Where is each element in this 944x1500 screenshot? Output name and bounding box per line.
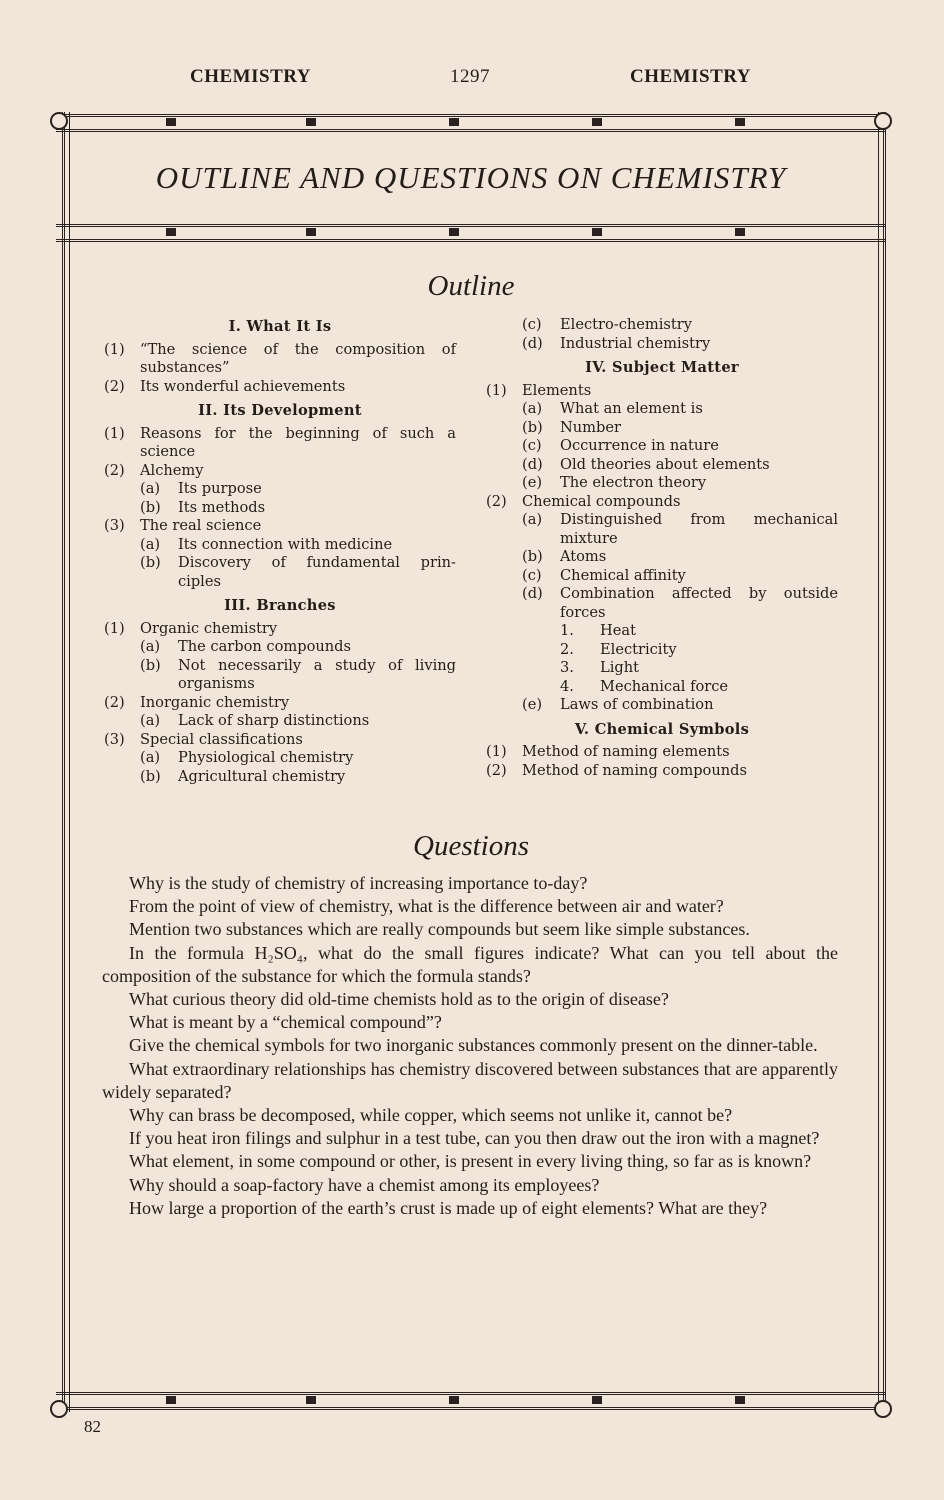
outline-item-text: Discovery of fundamental prin- [178,554,456,571]
outline-item [486,493,838,512]
outline-item [486,641,838,660]
outline-item-text: substances” [140,359,230,376]
outline-item-number: (1) [104,340,125,358]
outline-item-number: (c) [522,437,542,454]
outline-item-text: Number [560,418,621,436]
outline-item-number: (b) [522,548,543,565]
outline-item-text: Its wonderful achievements [140,377,346,395]
outline-item-number: (c) [522,566,542,584]
outline-item-number: (a) [522,400,543,417]
outline-item [104,443,456,462]
outline-item-text: forces [560,603,606,621]
outline-item-text: Organic chemistry [140,619,278,637]
outline-item-text: mixture [560,529,618,547]
outline-item-text: Old theories about elements [560,455,770,473]
outline-heading: Outline [427,270,515,302]
outline-item-number: (3) [104,730,125,748]
outline-item [486,743,838,762]
outline-item [104,749,456,768]
outline-item [486,437,838,456]
question-item: Mention two substances which are really compounds but seem like simple substances. [129,919,750,940]
outline-section-heading: V. Chemical Symbols [574,720,750,738]
outline-item-text: Lack of sharp distinctions [178,712,370,729]
outline-item-number: (e) [522,474,543,491]
outline-item-number: (d) [522,455,543,473]
outline-item-text: What an element is [560,400,703,417]
outline-item [104,359,456,378]
outline-item [486,622,838,641]
question-item: How large a proportion of the earth’s crust is made up of eight elements? What are they? [129,1197,768,1218]
outline-item-text: Atoms [560,548,607,565]
outline-item-number: (a) [140,638,161,655]
running-head-left: CHEMISTRY [190,66,312,87]
outline-item-text: organisms [178,675,255,692]
outline-section-heading: I. What It Is [228,318,332,335]
outline-item-number: (d) [522,585,543,602]
outline-item-number: (c) [522,316,542,333]
outline-item-text: Chemical compounds [522,492,681,510]
outline-item [104,341,456,360]
outline-item-number: (a) [140,712,161,729]
outline-item-text: Occurrence in nature [560,437,719,454]
outline-item [486,316,838,335]
outline-item-number: (a) [140,480,161,497]
outline-item [486,604,838,623]
corner-ornament-top-right [874,112,892,130]
question-item: Give the chemical symbols for two inorganic substances commonly present on the dinner-table. [129,1035,818,1056]
outline-item [486,382,838,401]
outline-right-column [486,316,838,780]
corner-ornament-top-left [50,112,68,130]
outline-item-text: Distinguished from mechanical [560,511,838,528]
outline-item [486,659,838,678]
outline-item-text: The electron theory [560,474,707,491]
outline-item-number: 3. [560,659,574,676]
outline-item-number: (2) [486,492,507,510]
outline-item-number: (1) [104,619,125,637]
outline-item-text: Mechanical force [600,677,729,695]
outline-item [486,419,838,438]
questions-heading: Questions [413,830,529,862]
outline-item-text: science [140,443,196,460]
outline-item-text: Physiological chemistry [178,749,354,766]
outline-item [104,712,456,731]
outline-item [486,511,838,530]
question-item: Why should a soap-factory have a chemist among its employees? [129,1174,600,1195]
outline-item-text: Electro-chemistry [560,316,692,333]
outline-item-number: (3) [104,517,125,534]
outline-item-number: 1. [560,622,574,639]
outline-item [104,517,456,536]
outline-item-text: Combination affected by outside [560,585,838,602]
outline-item-text: Inorganic chemistry [140,693,290,711]
outline-item-number: (d) [522,334,543,352]
outline-item-text: The carbon compounds [178,638,351,655]
outline-item-number: (1) [486,743,507,760]
outline-item [486,567,838,586]
outline-item [104,620,456,639]
outline-item [486,335,838,354]
outline-item [104,378,456,397]
outline-section-heading: II. Its Development [198,402,362,419]
outline-item [486,474,838,493]
outline-item-number: 4. [560,677,574,695]
question-item: Why can brass be decomposed, while copper, which seems not unlike it, cannot be? [129,1105,733,1126]
outline-item-number: (1) [104,424,125,442]
outline-item [104,768,456,787]
outline-left-column [104,312,456,786]
title-divider-band [56,224,886,242]
outline-item-number: (a) [140,749,161,766]
outline-item-number: (b) [522,418,543,436]
top-border-band [56,114,886,132]
outline-item-number: (2) [486,761,507,779]
outline-item-text: Special classifications [140,730,303,748]
outline-item [486,400,838,419]
question-item: From the point of view of chemistry, what is the difference between air and water? [129,896,724,917]
outline-item-text: Its purpose [178,480,262,497]
outline-item [104,536,456,555]
outline-item-text: “The science of the composition of [140,340,456,358]
outline-item-text: Agricultural chemistry [178,767,346,785]
question-item: What is meant by a “chemical compound”? [129,1012,442,1033]
outline-item [104,480,456,499]
question-item: What extraordinary relationships has chemistry discovered between substances that are apparently widely separated? [102,1058,838,1102]
corner-ornament-bottom-right [874,1400,892,1418]
outline-item-text: Elements [522,381,592,399]
outline-section-heading: III. Branches [224,597,336,614]
outline-item-text: Chemical affinity [560,566,686,584]
outline-item [104,499,456,518]
running-head-right: CHEMISTRY [630,66,752,87]
outline-item [104,731,456,750]
outline-item [486,678,838,697]
outline-item [486,456,838,475]
outline-item-text: Method of naming elements [522,743,730,760]
outline-item-number: (2) [104,461,125,479]
bottom-border-band [56,1392,886,1410]
outline-item-number: (b) [140,767,161,785]
outline-item-number: (b) [140,498,161,516]
outline-item-text: Electricity [600,640,677,658]
outline-item-text: Industrial chemistry [560,334,711,352]
outline-item-text: Its connection with medicine [178,535,393,553]
outline-item-text: Its methods [178,498,266,516]
outline-item [104,425,456,444]
outline-item-text: The real science [140,517,262,534]
questions-list [102,872,838,1220]
outline-item [486,530,838,549]
outline-item [104,573,456,592]
corner-ornament-bottom-left [50,1400,68,1418]
question-item: What element, in some compound or other, is present in every living thing, so far as is known? [129,1151,812,1172]
outline-item-text: Not necessarily a study of living [178,656,456,674]
question-item: What curious theory did old-time chemists hold as to the origin of disease? [129,989,669,1010]
outline-item-text: Heat [600,622,636,639]
outline-item [104,675,456,694]
page-number: 1297 [450,66,490,87]
outline-item-text: Method of naming compounds [522,761,747,779]
question-item: In the formula H₂SO₄, what do the small figures indicate? What can you tell about the composition of the substance for which the formula stands? [102,942,838,986]
outline-item-number: (a) [522,511,543,528]
outline-item [486,585,838,604]
outline-item-number: 2. [560,640,574,658]
outline-item [104,554,456,573]
outline-item-number: (b) [140,656,161,674]
outline-item-number: (1) [486,381,507,399]
outline-item-number: (2) [104,693,125,711]
question-item: If you heat iron filings and sulphur in a test tube, can you then draw out the iron with a magnet? [129,1128,820,1149]
outline-item [486,696,838,715]
outline-item [104,694,456,713]
outline-item-text: Laws of combination [560,696,714,713]
question-item: Why is the study of chemistry of increasing importance to-day? [129,873,588,893]
outline-item-number: (b) [140,554,161,571]
outline-item-number: (e) [522,696,543,713]
page-title: OUTLINE AND QUESTIONS ON CHEMISTRY [155,160,787,195]
outline-item-text: Light [600,659,639,676]
outline-item-text: Reasons for the beginning of such a [140,424,456,442]
outline-section-heading: IV. Subject Matter [585,359,739,376]
outline-item-text: ciples [178,572,221,590]
outline-item-text: Alchemy [140,461,204,479]
outline-item-number: (a) [140,535,161,553]
outline-item-number: (2) [104,377,125,395]
outline-item [486,762,838,781]
outline-item [104,462,456,481]
outline-item [486,548,838,567]
outline-item [104,638,456,657]
folio-number: 82 [84,1417,101,1436]
outline-item [104,657,456,676]
